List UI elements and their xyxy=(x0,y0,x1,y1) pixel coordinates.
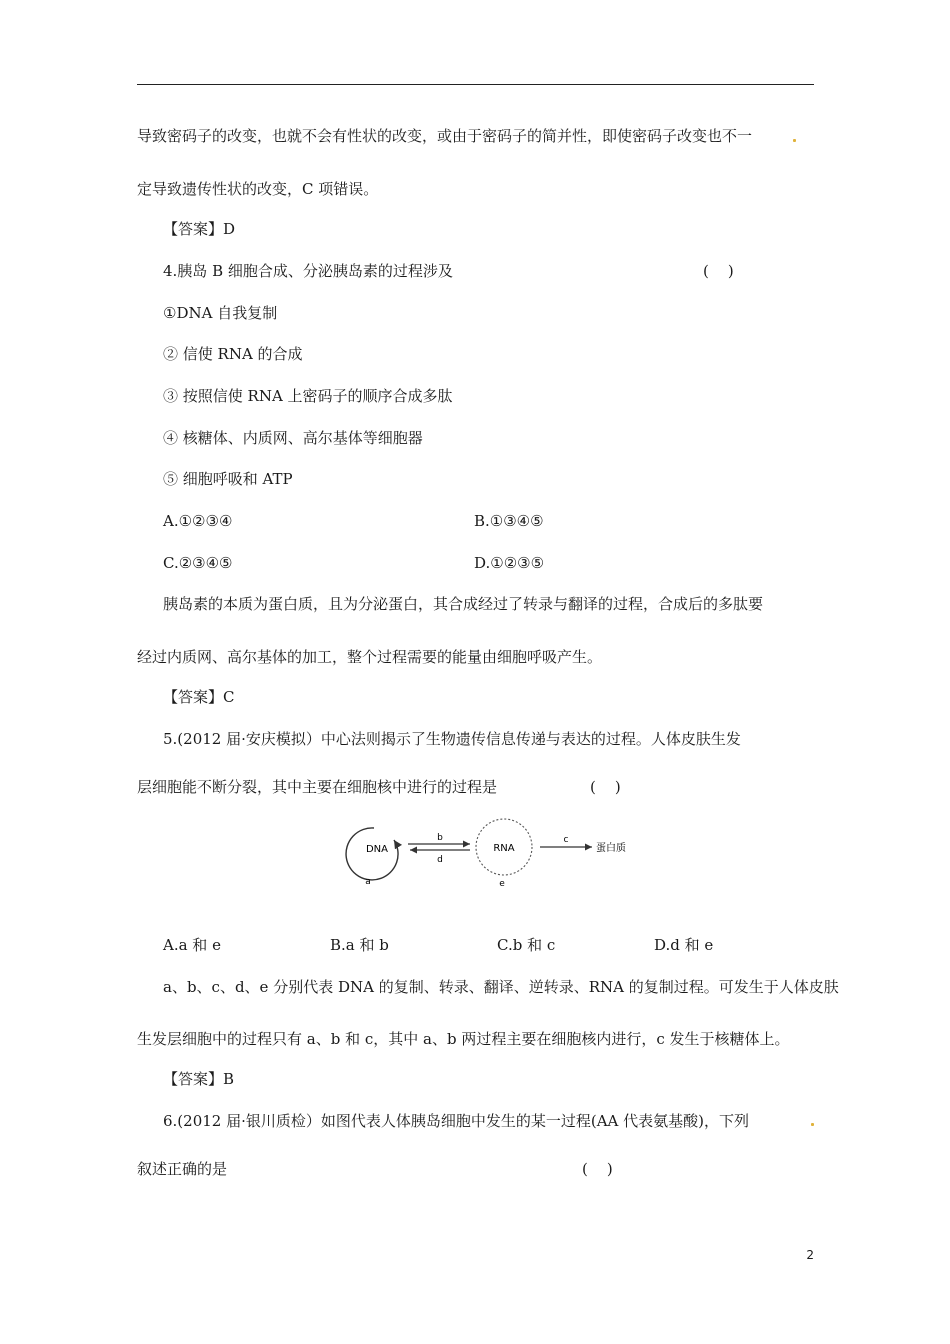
dna-label: DNA xyxy=(365,844,389,855)
q5-option-a: A.a 和 e xyxy=(163,936,221,954)
label-d: d xyxy=(437,855,443,865)
continuation-line-2: 定导致遗传性状的改变，C 项错误。 xyxy=(137,180,379,198)
q4-item-2: ② 信使 RNA 的合成 xyxy=(163,345,303,363)
q4-option-b: B.①③④⑤ xyxy=(474,512,544,530)
question-4-bracket: ( ) xyxy=(703,262,734,280)
question-4-stem: 4.胰岛 B 细胞合成、分泌胰岛素的过程涉及 xyxy=(163,262,453,280)
question-6-stem-line-1: 6.(2012 届·银川质检）如图代表人体胰岛细胞中发生的某一过程(AA 代表氨基酸)，下列 xyxy=(163,1112,750,1130)
q4-item-4: ④ 核糖体、内质网、高尔基体等细胞器 xyxy=(163,429,423,447)
q5-option-b: B.a 和 b xyxy=(330,936,389,954)
question-6-stem-line-2: 叙述正确的是 xyxy=(137,1160,228,1178)
q4-item-3: ③ 按照信使 RNA 上密码子的顺序合成多肽 xyxy=(163,387,453,405)
label-a: a xyxy=(365,877,371,887)
edit-mark xyxy=(793,139,796,142)
q5-explanation-line-2: 生发层细胞中的过程只有 a、b 和 c，其中 a、b 两过程主要在细胞核内进行，c 发生于核糖体上。 xyxy=(137,1030,790,1048)
q4-explanation-line-2: 经过内质网、高尔基体的加工，整个过程需要的能量由细胞呼吸产生。 xyxy=(137,648,603,666)
answer-label: 【答案】D xyxy=(163,220,236,238)
q5-answer: 【答案】B xyxy=(163,1070,235,1088)
header-rule xyxy=(137,84,814,85)
q4-answer: 【答案】C xyxy=(163,688,235,706)
label-e: e xyxy=(499,879,505,889)
q5-explanation-line-1: a、b、c、d、e 分别代表 DNA 的复制、转录、翻译、逆转录、RNA 的复制过程。可发生于人体皮肤 xyxy=(163,978,839,996)
edit-mark xyxy=(811,1123,814,1126)
label-c: c xyxy=(563,835,569,845)
rna-label: RNA xyxy=(493,843,515,854)
question-5-stem-line-1: 5.(2012 届·安庆模拟）中心法则揭示了生物遗传信息传递与表达的过程。人体皮肤生发 xyxy=(163,730,741,748)
q4-explanation-line-1: 胰岛素的本质为蛋白质，且为分泌蛋白，其合成经过了转录与翻译的过程，合成后的多肽要 xyxy=(163,595,764,613)
question-5-stem-line-2: 层细胞能不断分裂，其中主要在细胞核中进行的过程是 xyxy=(137,778,498,796)
q4-item-5: ⑤ 细胞呼吸和 ATP xyxy=(163,470,293,488)
q5-option-c: C.b 和 c xyxy=(497,936,556,954)
q4-option-a: A.①②③④ xyxy=(163,512,233,530)
question-5-bracket: ( ) xyxy=(590,778,621,796)
q5-option-d: D.d 和 e xyxy=(654,936,714,954)
q4-item-1: ①DNA 自我复制 xyxy=(163,304,278,322)
continuation-line-1: 导致密码子的改变，也就不会有性状的改变，或由于密码子的简并性，即使密码子改变也不一 xyxy=(137,127,753,145)
q4-option-d: D.①②③⑤ xyxy=(474,554,545,572)
label-b: b xyxy=(437,833,443,843)
question-6-bracket: ( ) xyxy=(582,1160,613,1178)
page-number: 2 xyxy=(806,1248,814,1262)
central-dogma-diagram xyxy=(330,810,650,890)
q4-option-c: C.②③④⑤ xyxy=(163,554,233,572)
protein-label: 蛋白质 xyxy=(596,843,626,854)
